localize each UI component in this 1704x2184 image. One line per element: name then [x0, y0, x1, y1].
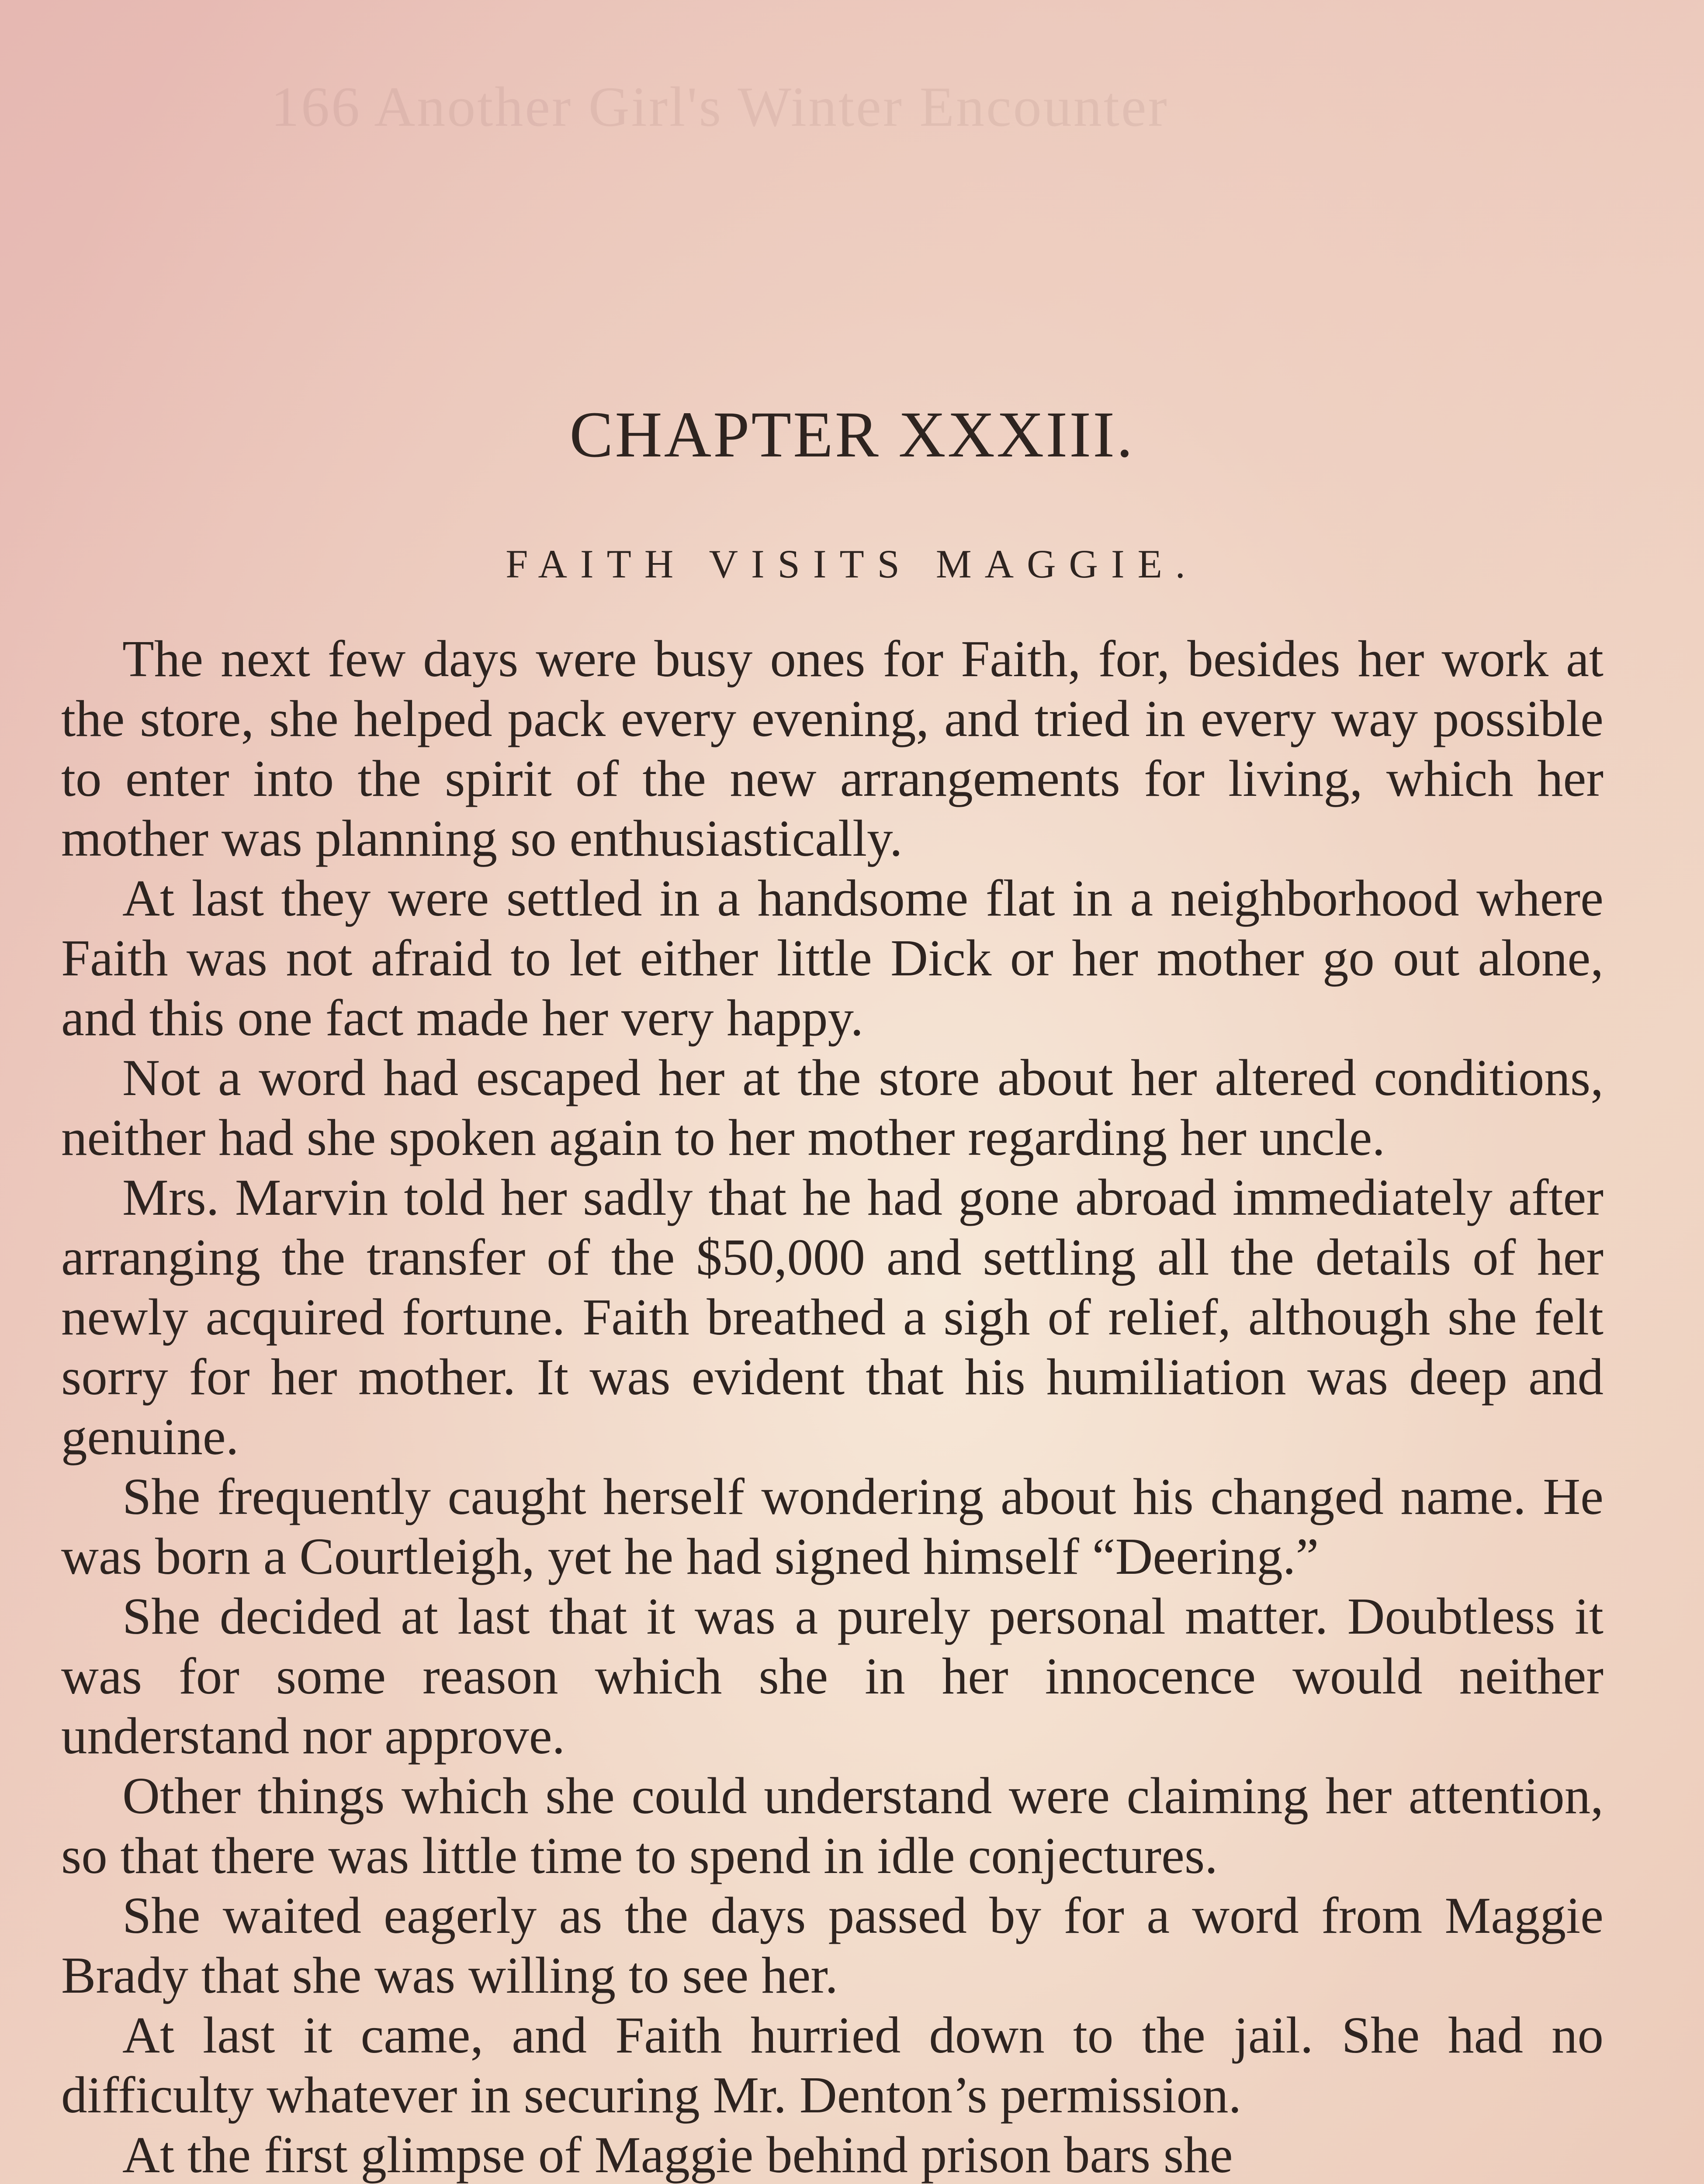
bleed-through-running-head: 166 Another Girl's Winter Encounter	[271, 76, 1169, 138]
paragraph: She decided at last that it was a purely personal matter. Doubtless it was for some reason which she in her innocence would neither understand nor approve.	[61, 1587, 1604, 1765]
chapter-body	[61, 629, 1604, 2184]
paragraph: Other things which she could understand were claiming her attention, so that there was little time to spend in idle conjectures.	[61, 1767, 1604, 1884]
paragraph: At last they were settled in a handsome flat in a neighborhood where Faith was not afraid to let either little Dick or her mother go out alone, and this one fact made her very happy.	[61, 869, 1604, 1047]
paragraph: Not a word had escaped her at the store about her altered conditions, neither had she spoken again to her mother regarding her uncle.	[61, 1049, 1604, 1166]
paragraph: Mrs. Marvin told her sadly that he had gone abroad immediately after arranging the transfer of the $50,000 and settling all the details of her newly acquired fortune. Faith breathed a sigh of relief, although she felt sorry for her mother. It was evident that his humiliation was deep and genuine.	[61, 1168, 1604, 1465]
paragraph: She waited eagerly as the days passed by for a word from Maggie Brady that she was willing to see her.	[61, 1887, 1604, 2004]
chapter-title: FAITH VISITS MAGGIE.	[506, 542, 1198, 586]
paragraph: At the first glimpse of Maggie behind prison bars she	[122, 2126, 1233, 2184]
paragraph: She frequently caught herself wondering about his changed name. He was born a Courtleigh, yet he had signed himself “Deering.”	[61, 1468, 1604, 1585]
chapter-number: CHAPTER XXXIII.	[569, 398, 1135, 471]
paragraph: The next few days were busy ones for Faith, for, besides her work at the store, she helped pack every evening, and tried in every way possible to enter into the spirit of the new arrangements for living, which her mother was planning so enthusiastically.	[61, 630, 1604, 867]
paragraph: At last it came, and Faith hurried down to the jail. She had no difficulty whatever in securing Mr. Denton’s permission.	[61, 2006, 1604, 2124]
